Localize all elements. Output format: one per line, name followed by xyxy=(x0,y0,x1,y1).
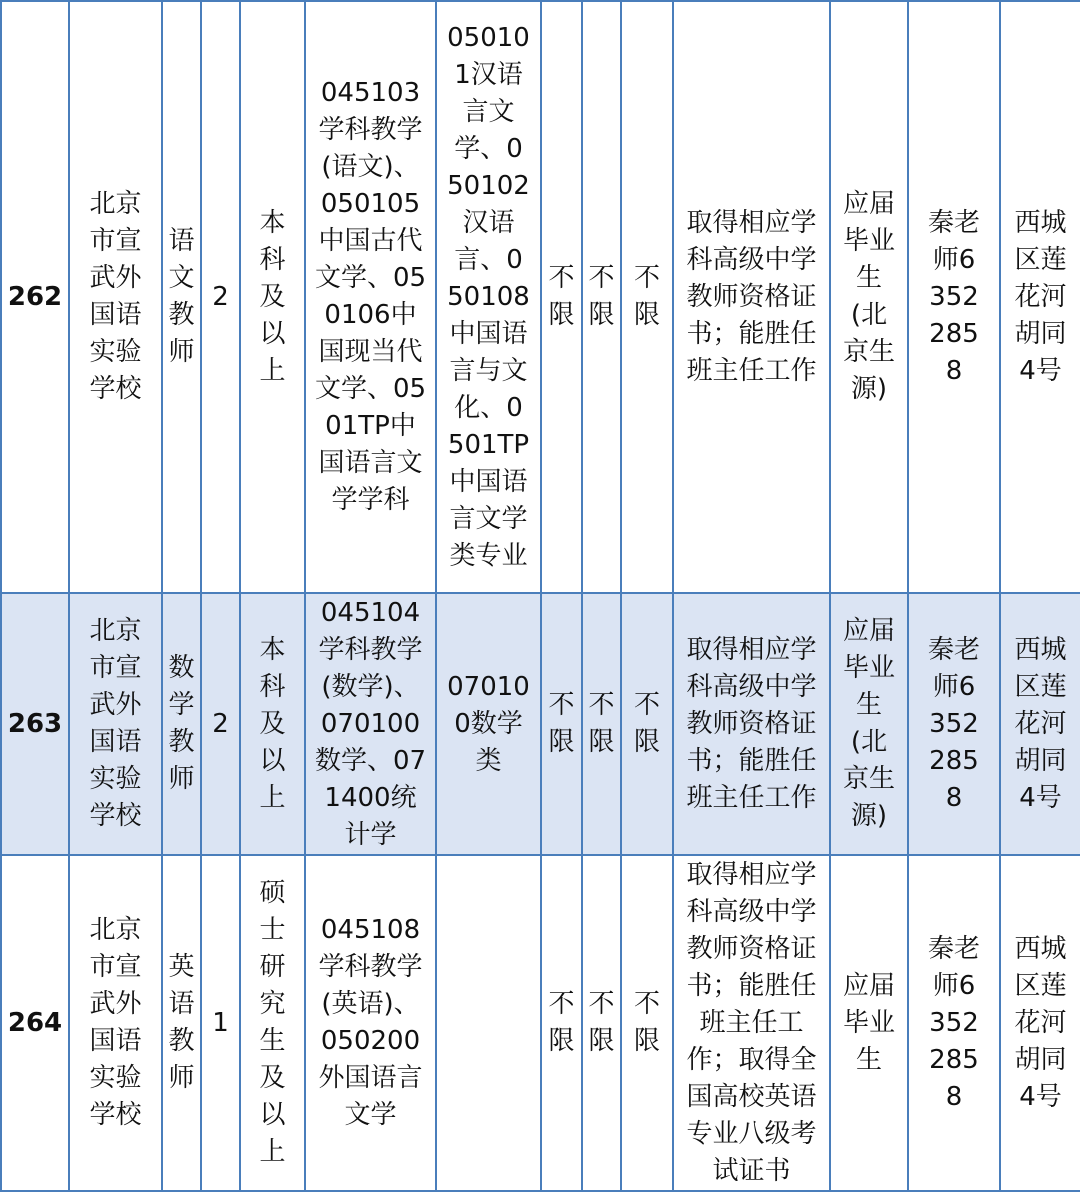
contact-info: 秦老师63522858 xyxy=(908,593,1000,855)
limit-cell: 不限 xyxy=(621,855,673,1191)
education-requirement: 本科及以上 xyxy=(240,593,305,855)
school-name: 北京市宣武外国语实验学校 xyxy=(69,1,162,593)
address: 西城区莲花河胡同4号 xyxy=(1000,593,1080,855)
address: 西城区莲花河胡同4号 xyxy=(1000,855,1080,1191)
limit-cell: 不限 xyxy=(541,855,582,1191)
table-row xyxy=(1,593,1080,855)
table-row xyxy=(1,1,1080,593)
table-row xyxy=(1,855,1080,1191)
graduate-major: 045103学科教学(语文)、050105中国古代文学、050106中国现当代文学、0501TP中国语言文学学科 xyxy=(305,1,436,593)
limit-cell: 不限 xyxy=(541,1,582,593)
contact-info: 秦老师63522858 xyxy=(908,855,1000,1191)
education-requirement: 本科及以上 xyxy=(240,1,305,593)
hire-count: 2 xyxy=(201,593,240,855)
limit-cell: 不限 xyxy=(541,593,582,855)
undergraduate-major: 050101汉语言文学、050102汉语言、050108中国语言与文化、0501TP中国语言文学类专业 xyxy=(436,1,541,593)
undergraduate-major xyxy=(436,855,541,1191)
candidate-source: 应届毕业生(北京生源) xyxy=(830,1,908,593)
limit-cell: 不限 xyxy=(621,1,673,593)
candidate-source: 应届毕业生 xyxy=(830,855,908,1191)
undergraduate-major: 070100数学类 xyxy=(436,593,541,855)
row-number: 262 xyxy=(1,1,69,593)
hire-count: 2 xyxy=(201,1,240,593)
address: 西城区莲花河胡同4号 xyxy=(1000,1,1080,593)
row-number: 264 xyxy=(1,855,69,1191)
school-name: 北京市宣武外国语实验学校 xyxy=(69,855,162,1191)
school-name: 北京市宣武外国语实验学校 xyxy=(69,593,162,855)
limit-cell: 不限 xyxy=(582,593,621,855)
limit-cell: 不限 xyxy=(582,1,621,593)
graduate-major: 045108学科教学(英语)、050200外国语言文学 xyxy=(305,855,436,1191)
position-title: 语文教师 xyxy=(162,1,201,593)
limit-cell: 不限 xyxy=(582,855,621,1191)
position-title: 英语教师 xyxy=(162,855,201,1191)
position-title: 数学教师 xyxy=(162,593,201,855)
other-requirements: 取得相应学科高级中学教师资格证书；能胜任班主任工作；取得全国高校英语专业八级考试证书 xyxy=(673,855,830,1191)
hire-count: 1 xyxy=(201,855,240,1191)
education-requirement: 硕士研究生及以上 xyxy=(240,855,305,1191)
row-number: 263 xyxy=(1,593,69,855)
graduate-major: 045104学科教学(数学)、070100数学、071400统计学 xyxy=(305,593,436,855)
limit-cell: 不限 xyxy=(621,593,673,855)
candidate-source: 应届毕业生(北京生源) xyxy=(830,593,908,855)
other-requirements: 取得相应学科高级中学教师资格证书；能胜任班主任工作 xyxy=(673,593,830,855)
contact-info: 秦老师63522858 xyxy=(908,1,1000,593)
other-requirements: 取得相应学科高级中学教师资格证书；能胜任班主任工作 xyxy=(673,1,830,593)
